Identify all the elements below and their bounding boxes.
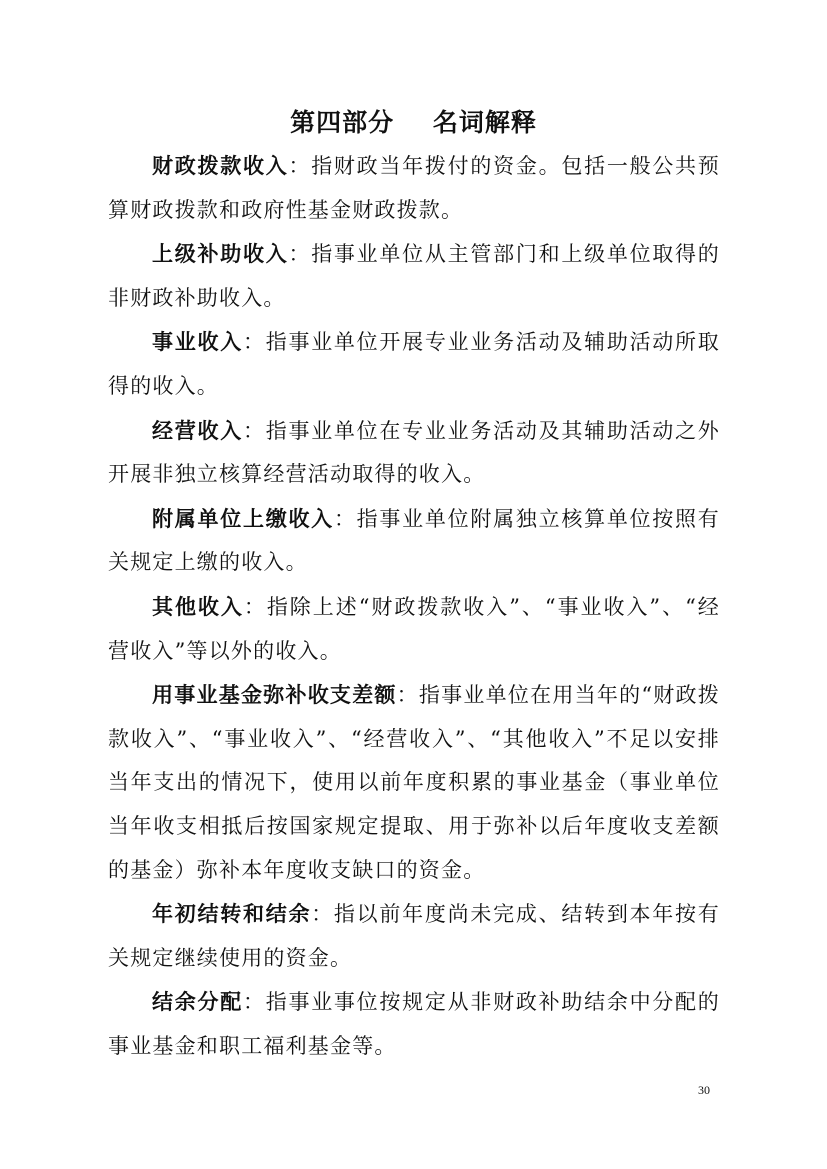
definition-item (108, 892, 720, 980)
definition-text: ：指财政当年拨付的资金。包括一般公共预算财政拨款和政府性基金财政拨款。 (108, 154, 720, 222)
definition-term: 其他收入 (152, 593, 244, 619)
definition-item (108, 980, 720, 1068)
definition-text: ：指以前年度尚未完成、结转到本年按有关规定继续使用的资金。 (108, 902, 720, 970)
definition-item (108, 409, 720, 497)
definition-text: ：指事业单位开展专业业务活动及辅助活动所取得的收入。 (108, 330, 720, 398)
definition-term: 年初结转和结余 (152, 901, 312, 927)
page-number: 30 (698, 1083, 710, 1097)
definition-item (108, 320, 720, 408)
definition-term: 上级补助收入 (152, 241, 289, 267)
definition-text: ：指事业单位从主管部门和上级单位取得的非财政补助收入。 (108, 242, 720, 310)
definition-item (108, 232, 720, 320)
definition-item (108, 144, 720, 232)
definition-text: ：指事业单位附属独立核算单位按照有关规定上缴的收入。 (108, 506, 720, 575)
page-title: 第四部分 名词解释 (290, 108, 537, 137)
definition-text: ：指除上述“财政拨款收入”、“事业收入”、“经营收入”等以外的收入。 (108, 594, 720, 663)
definition-item (108, 673, 720, 892)
definition-term: 财政拨款收入 (152, 153, 289, 178)
definition-term: 结余分配 (152, 989, 243, 1015)
definition-term: 事业收入 (152, 329, 243, 355)
definition-item (108, 497, 720, 585)
definition-text: ：指事业单位在用当年的“财政拨款收入”、“事业收入”、“经营收入”、“其他收入”不足以安排当年支出的情况下，使用以前年度积累的事业基金（事业单位当年收支相抵后按国家规定提取、用于弥补以后年度收支差额的基金）弥补本年度收支缺口的资金。 (108, 683, 720, 882)
definition-term: 附属单位上缴收入 (152, 505, 334, 531)
definition-text: ：指事业事位按规定从非财政补助结余中分配的事业基金和职工福利基金等。 (108, 990, 720, 1058)
definition-item (108, 585, 720, 673)
definition-text: ：指事业单位在专业业务活动及其辅助活动之外开展非独立核算经营活动取得的收入。 (108, 418, 720, 487)
definition-term: 经营收入 (152, 417, 243, 443)
definitions-list (108, 144, 720, 1068)
definition-term: 用事业基金弥补收支差额 (152, 682, 397, 708)
